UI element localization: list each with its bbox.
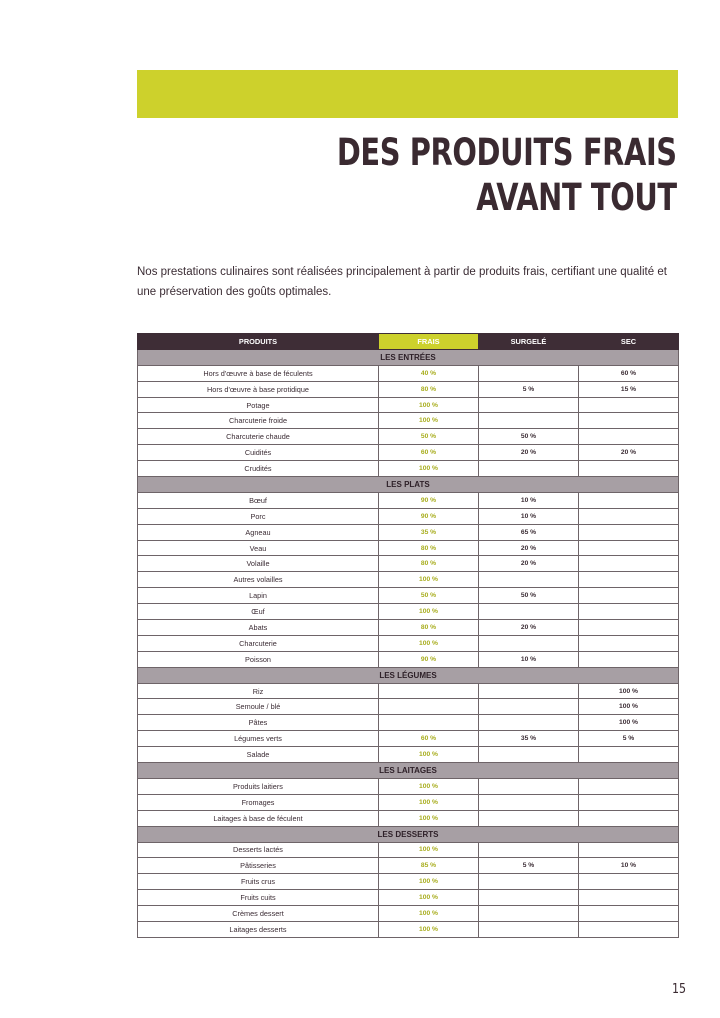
sec-cell — [579, 635, 679, 651]
table-row — [138, 874, 679, 890]
intro-paragraph: Nos prestations culinaires sont réalisées principalement à partir de produits frais, certifiant une qualité et une préservation des goûts optimales. — [137, 266, 667, 298]
product-cell: Abats — [138, 620, 379, 636]
product-cell: Riz — [138, 683, 379, 699]
table-row — [138, 842, 679, 858]
product-cell: Fruits cuits — [138, 890, 379, 906]
section-header-row — [138, 826, 679, 842]
table-row — [138, 492, 679, 508]
sec-cell — [579, 397, 679, 413]
sec-cell — [579, 778, 679, 794]
sec-cell — [579, 492, 679, 508]
surgele-cell — [479, 778, 579, 794]
frais-cell: 100 % — [379, 635, 479, 651]
product-cell: Crudités — [138, 461, 379, 477]
product-cell: Légumes verts — [138, 731, 379, 747]
product-cell: Veau — [138, 540, 379, 556]
surgele-cell — [479, 890, 579, 906]
sec-cell: 15 % — [579, 381, 679, 397]
surgele-cell: 20 % — [479, 540, 579, 556]
table-row — [138, 858, 679, 874]
surgele-cell — [479, 365, 579, 381]
table-row — [138, 683, 679, 699]
table-row — [138, 810, 679, 826]
frais-cell: 85 % — [379, 858, 479, 874]
surgele-cell — [479, 715, 579, 731]
product-cell: Crèmes dessert — [138, 906, 379, 922]
table-row — [138, 699, 679, 715]
section-title: LES LÉGUMES — [138, 667, 679, 683]
frais-cell: 60 % — [379, 731, 479, 747]
section-header-row — [138, 763, 679, 779]
table-row — [138, 651, 679, 667]
table-row — [138, 604, 679, 620]
frais-cell: 35 % — [379, 524, 479, 540]
surgele-cell — [479, 810, 579, 826]
frais-cell: 90 % — [379, 492, 479, 508]
table-row — [138, 715, 679, 731]
frais-cell: 90 % — [379, 508, 479, 524]
product-cell: Laitages desserts — [138, 921, 379, 937]
page-number: 15 — [672, 982, 687, 997]
sec-cell — [579, 413, 679, 429]
surgele-cell — [479, 397, 579, 413]
product-cell: Charcuterie — [138, 635, 379, 651]
sec-cell — [579, 810, 679, 826]
product-cell: Porc — [138, 508, 379, 524]
frais-cell: 80 % — [379, 381, 479, 397]
surgele-cell: 20 % — [479, 556, 579, 572]
sec-cell — [579, 461, 679, 477]
column-header-sec: SEC — [579, 334, 679, 350]
section-title: LES LAITAGES — [138, 763, 679, 779]
sec-cell: 20 % — [579, 445, 679, 461]
accent-banner — [137, 70, 678, 118]
product-cell: Lapin — [138, 588, 379, 604]
sec-cell: 100 % — [579, 699, 679, 715]
product-cell: Laitages à base de féculent — [138, 810, 379, 826]
sec-cell: 5 % — [579, 731, 679, 747]
product-cell: Desserts lactés — [138, 842, 379, 858]
column-header-produits: PRODUITS — [138, 334, 379, 350]
frais-cell: 40 % — [379, 365, 479, 381]
frais-cell: 60 % — [379, 445, 479, 461]
product-cell: Charcuterie chaude — [138, 429, 379, 445]
frais-cell: 100 % — [379, 413, 479, 429]
section-header-row — [138, 667, 679, 683]
table-row — [138, 731, 679, 747]
surgele-cell: 10 % — [479, 508, 579, 524]
table-row — [138, 747, 679, 763]
sec-cell: 100 % — [579, 715, 679, 731]
table-header-row — [138, 334, 679, 350]
frais-cell: 100 % — [379, 794, 479, 810]
section-title: LES DESSERTS — [138, 826, 679, 842]
frais-cell: 100 % — [379, 874, 479, 890]
surgele-cell: 20 % — [479, 445, 579, 461]
frais-cell: 100 % — [379, 890, 479, 906]
frais-cell — [379, 683, 479, 699]
table-row — [138, 778, 679, 794]
table-row — [138, 635, 679, 651]
surgele-cell: 10 % — [479, 492, 579, 508]
product-cell: Salade — [138, 747, 379, 763]
surgele-cell — [479, 604, 579, 620]
surgele-cell: 65 % — [479, 524, 579, 540]
product-cell: Autres volailles — [138, 572, 379, 588]
sec-cell — [579, 651, 679, 667]
surgele-cell: 50 % — [479, 429, 579, 445]
product-cell: Semoule / blé — [138, 699, 379, 715]
table-row — [138, 906, 679, 922]
frais-cell: 80 % — [379, 556, 479, 572]
table-row — [138, 397, 679, 413]
section-title: LES PLATS — [138, 477, 679, 493]
frais-cell: 80 % — [379, 620, 479, 636]
table-body — [138, 349, 679, 937]
surgele-cell: 20 % — [479, 620, 579, 636]
surgele-cell: 10 % — [479, 651, 579, 667]
sec-cell — [579, 906, 679, 922]
frais-cell: 100 % — [379, 842, 479, 858]
surgele-cell — [479, 842, 579, 858]
sec-cell — [579, 572, 679, 588]
sec-cell — [579, 794, 679, 810]
sec-cell — [579, 588, 679, 604]
table-row — [138, 461, 679, 477]
surgele-cell: 50 % — [479, 588, 579, 604]
product-cell: Poisson — [138, 651, 379, 667]
surgele-cell — [479, 461, 579, 477]
product-cell: Hors d'œuvre à base de féculents — [138, 365, 379, 381]
surgele-cell — [479, 747, 579, 763]
sec-cell — [579, 524, 679, 540]
sec-cell — [579, 874, 679, 890]
product-cell: Pâtes — [138, 715, 379, 731]
table-row — [138, 413, 679, 429]
product-cell: Hors d'œuvre à base protidique — [138, 381, 379, 397]
product-cell: Volaille — [138, 556, 379, 572]
surgele-cell: 5 % — [479, 381, 579, 397]
sec-cell — [579, 921, 679, 937]
table-row — [138, 556, 679, 572]
page-title — [337, 130, 677, 220]
product-cell: Fromages — [138, 794, 379, 810]
surgele-cell — [479, 794, 579, 810]
table-row — [138, 890, 679, 906]
product-cell: Fruits crus — [138, 874, 379, 890]
surgele-cell — [479, 699, 579, 715]
page-title-line-2: AVANT TOUT — [476, 176, 677, 219]
table-row — [138, 524, 679, 540]
section-title: LES ENTRÉES — [138, 349, 679, 365]
sec-cell: 10 % — [579, 858, 679, 874]
table-row — [138, 381, 679, 397]
column-header-surgele: SURGELÉ — [479, 334, 579, 350]
surgele-cell — [479, 921, 579, 937]
table-row — [138, 429, 679, 445]
frais-cell: 100 % — [379, 906, 479, 922]
table-row — [138, 588, 679, 604]
table-row — [138, 540, 679, 556]
surgele-cell — [479, 906, 579, 922]
column-header-frais: FRAIS — [379, 334, 479, 350]
product-cell: Bœuf — [138, 492, 379, 508]
table-row — [138, 508, 679, 524]
sec-cell: 60 % — [579, 365, 679, 381]
product-cell: Œuf — [138, 604, 379, 620]
sec-cell: 100 % — [579, 683, 679, 699]
frais-cell — [379, 699, 479, 715]
sec-cell — [579, 556, 679, 572]
frais-cell: 80 % — [379, 540, 479, 556]
section-header-row — [138, 477, 679, 493]
sec-cell — [579, 540, 679, 556]
frais-cell: 100 % — [379, 604, 479, 620]
frais-cell: 100 % — [379, 921, 479, 937]
table-row — [138, 445, 679, 461]
sec-cell — [579, 508, 679, 524]
table-row — [138, 620, 679, 636]
product-cell: Potage — [138, 397, 379, 413]
frais-cell: 100 % — [379, 778, 479, 794]
products-table — [137, 333, 679, 938]
surgele-cell — [479, 874, 579, 890]
surgele-cell — [479, 413, 579, 429]
sec-cell — [579, 429, 679, 445]
surgele-cell — [479, 635, 579, 651]
product-cell: Charcuterie froide — [138, 413, 379, 429]
surgele-cell: 35 % — [479, 731, 579, 747]
surgele-cell — [479, 572, 579, 588]
frais-cell: 100 % — [379, 397, 479, 413]
sec-cell — [579, 842, 679, 858]
surgele-cell: 5 % — [479, 858, 579, 874]
frais-cell: 100 % — [379, 810, 479, 826]
frais-cell: 100 % — [379, 747, 479, 763]
product-cell: Pâtisseries — [138, 858, 379, 874]
frais-cell: 100 % — [379, 572, 479, 588]
page-title-line-1: DES PRODUITS FRAIS — [337, 131, 677, 174]
table-row — [138, 794, 679, 810]
table-row — [138, 572, 679, 588]
sec-cell — [579, 890, 679, 906]
frais-cell: 100 % — [379, 461, 479, 477]
frais-cell: 90 % — [379, 651, 479, 667]
sec-cell — [579, 604, 679, 620]
product-cell: Cuidités — [138, 445, 379, 461]
sec-cell — [579, 747, 679, 763]
table-row — [138, 365, 679, 381]
product-cell: Produits laitiers — [138, 778, 379, 794]
product-cell: Agneau — [138, 524, 379, 540]
surgele-cell — [479, 683, 579, 699]
sec-cell — [579, 620, 679, 636]
table-row — [138, 921, 679, 937]
frais-cell — [379, 715, 479, 731]
section-header-row — [138, 349, 679, 365]
frais-cell: 50 % — [379, 588, 479, 604]
frais-cell: 50 % — [379, 429, 479, 445]
